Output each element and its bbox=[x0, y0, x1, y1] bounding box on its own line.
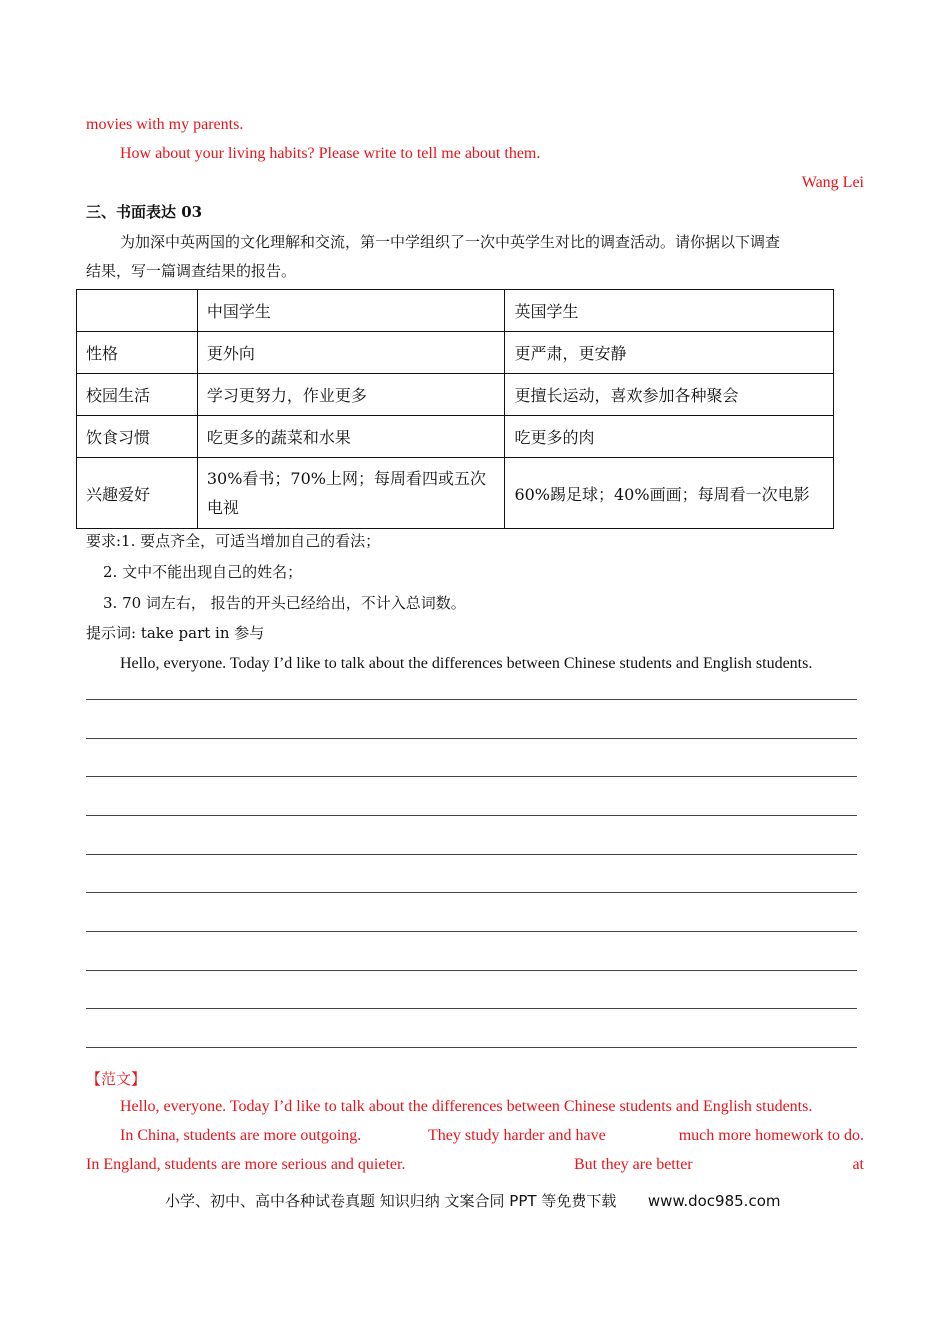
writing-line[interactable] bbox=[86, 1008, 857, 1009]
writing-line[interactable] bbox=[86, 931, 857, 932]
table-cell: 性格 bbox=[77, 332, 198, 374]
writing-line[interactable] bbox=[86, 776, 857, 777]
requirement-3: 3. 70 词左右， 报告的开头已经给出，不计入总词数。 bbox=[103, 594, 466, 612]
survey-table bbox=[76, 289, 834, 529]
footer-url[interactable]: www.doc985.com bbox=[647, 1192, 781, 1210]
sample-label: 【范文】 bbox=[86, 1070, 147, 1088]
writing-line[interactable] bbox=[86, 699, 857, 700]
letter-line-2: How about your living habits? Please write to tell me about them. bbox=[120, 145, 541, 162]
sample-line-3a: In England, students are more serious and quieter. bbox=[86, 1156, 406, 1173]
prompt-line-2: 结果，写一篇调查结果的报告。 bbox=[86, 262, 297, 280]
sample-line-3b: But they are better bbox=[574, 1156, 693, 1173]
table-cell: 饮食习惯 bbox=[77, 416, 198, 458]
writing-line[interactable] bbox=[86, 970, 857, 971]
table-cell: 吃更多的蔬菜和水果 bbox=[197, 416, 505, 458]
table-row bbox=[77, 332, 834, 374]
table-cell: 60%踢足球；40%画画；每周看一次电影 bbox=[505, 458, 834, 529]
letter-signature: Wang Lei bbox=[801, 174, 864, 191]
report-opening: Hello, everyone. Today I’d like to talk about the differences between Chinese students and English students. bbox=[120, 655, 813, 672]
table-header-cell: 中国学生 bbox=[197, 290, 505, 332]
table-header-row bbox=[77, 290, 834, 332]
table-cell: 学习更努力，作业更多 bbox=[197, 374, 505, 416]
table-cell: 校园生活 bbox=[77, 374, 198, 416]
sample-line-2c: much more homework to do. bbox=[678, 1127, 864, 1144]
sample-line-1: Hello, everyone. Today I’d like to talk about the differences between Chinese students and English students. bbox=[120, 1098, 813, 1115]
sample-line-2b: They study harder and have bbox=[428, 1127, 606, 1144]
hint-words: 提示词: take part in 参与 bbox=[86, 624, 265, 642]
table-header-cell bbox=[77, 290, 198, 332]
page-footer bbox=[165, 1190, 780, 1211]
writing-line[interactable] bbox=[86, 854, 857, 855]
section-heading: 三、书面表达 03 bbox=[86, 203, 203, 221]
writing-line[interactable] bbox=[86, 892, 857, 893]
table-cell: 更擅长运动，喜欢参加各种聚会 bbox=[505, 374, 834, 416]
table-cell: 吃更多的肉 bbox=[505, 416, 834, 458]
letter-line-1: movies with my parents. bbox=[86, 116, 244, 133]
table-cell: 兴趣爱好 bbox=[77, 458, 198, 529]
table-cell: 更严肃，更安静 bbox=[505, 332, 834, 374]
sample-line-2a: In China, students are more outgoing. bbox=[120, 1127, 362, 1144]
writing-line[interactable] bbox=[86, 1047, 857, 1048]
sample-line-3c: at bbox=[852, 1156, 864, 1173]
table-cell: 更外向 bbox=[197, 332, 505, 374]
table-cell: 30%看书；70%上网；每周看四或五次电视 bbox=[197, 458, 505, 529]
table-row bbox=[77, 458, 834, 529]
requirement-2: 2. 文中不能出现自己的姓名； bbox=[103, 563, 303, 581]
requirement-1: 要求:1. 要点齐全，可适当增加自己的看法； bbox=[86, 532, 381, 550]
table-row bbox=[77, 374, 834, 416]
writing-line[interactable] bbox=[86, 738, 857, 739]
writing-line[interactable] bbox=[86, 815, 857, 816]
footer-text: 小学、初中、高中各种试卷真题 知识归纳 文案合同 PPT 等免费下载 bbox=[165, 1192, 617, 1210]
table-header-cell: 英国学生 bbox=[505, 290, 834, 332]
prompt-line-1: 为加深中英两国的文化理解和交流，第一中学组织了一次中英学生对比的调查活动。请你据以下调查 bbox=[120, 233, 781, 251]
table-row bbox=[77, 416, 834, 458]
